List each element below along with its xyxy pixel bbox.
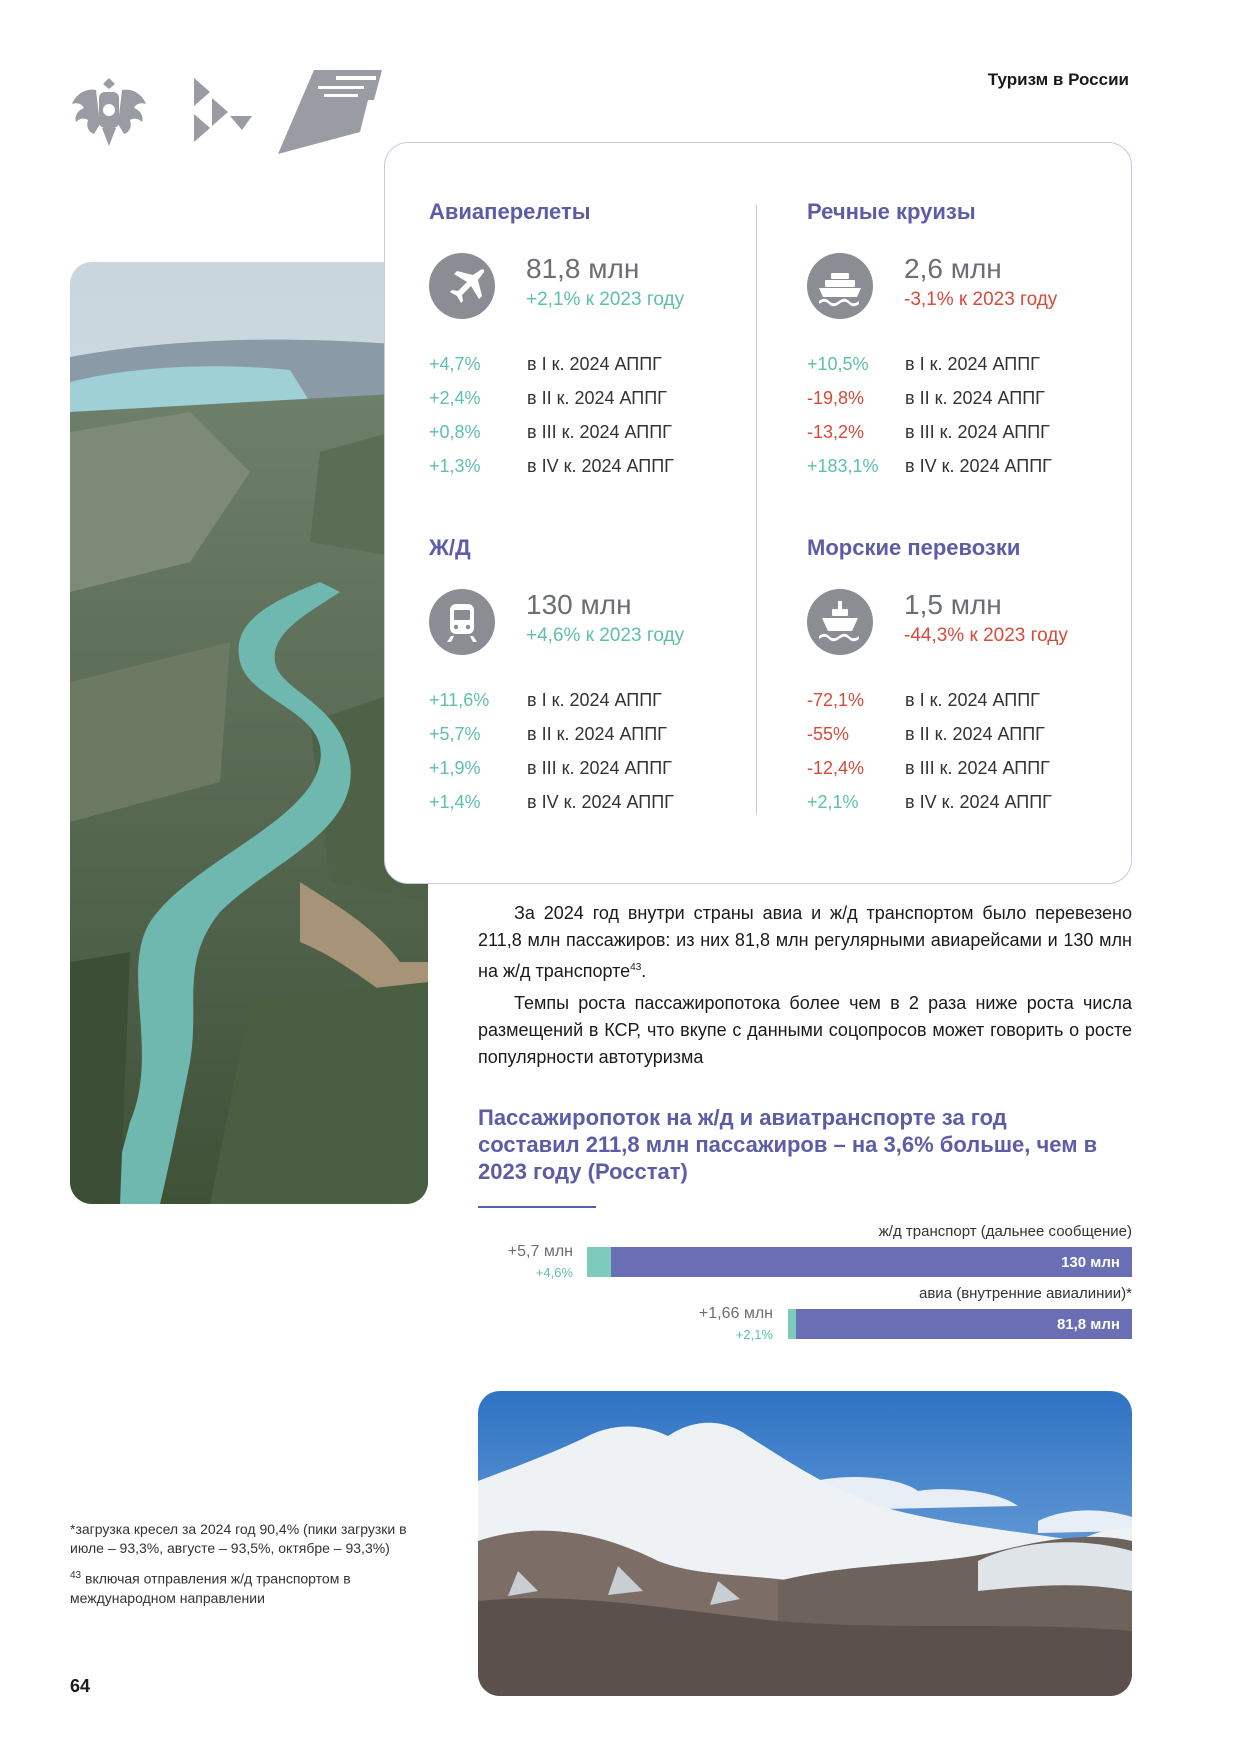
quarter-pct: +1,9% <box>429 758 481 778</box>
delta-value: +5,7 млн <box>507 1243 573 1260</box>
quarter-label: в IV к. 2024 АППГ <box>905 792 1052 812</box>
quarter-label: в IV к. 2024 АППГ <box>905 456 1052 476</box>
bar-base <box>611 1247 1132 1277</box>
quarter-label: в I к. 2024 АППГ <box>905 690 1040 710</box>
footnote-text: включая отправления ж/д транспортом в международном направлении <box>70 1570 351 1606</box>
bar-delta <box>788 1309 796 1339</box>
stat-change: +2,1% к 2023 году <box>526 289 685 310</box>
footnote-43 <box>70 1566 410 1608</box>
quarter-pct: -19,8% <box>807 388 865 408</box>
stat-value: 2,6 млн <box>904 253 1002 284</box>
stat-value: 1,5 млн <box>904 589 1002 620</box>
stat-change: +4,6% к 2023 году <box>526 625 685 646</box>
quarter-label: в I к. 2024 АППГ <box>905 354 1040 374</box>
page-number: 64 <box>70 1676 91 1696</box>
quarter-pct: +183,1% <box>807 456 879 476</box>
quarter-pct: -12,4% <box>807 758 865 778</box>
quarter-label: в I к. 2024 АППГ <box>527 354 662 374</box>
mountain-photo <box>478 1391 1132 1696</box>
bar-base <box>796 1309 1132 1339</box>
body-paragraph-1: За 2024 год внутри страны авиа и ж/д транспортом было перевезено 211,8 млн пассажиров: из них 81,8 млн регулярными авиарейсами и 130 млн на ж/д транспорте$^{43}$. <box>478 903 1132 981</box>
quarter-pct: +1,4% <box>429 792 481 812</box>
quarter-label: в IV к. 2024 АППГ <box>527 792 674 812</box>
bar-total-label: 81,8 млн <box>1056 1315 1120 1333</box>
delta-pct: +4,6% <box>535 1265 573 1280</box>
stat-value: 81,8 млн <box>526 253 640 284</box>
quarter-pct: +4,7% <box>429 354 481 374</box>
quarter-label: в III к. 2024 АППГ <box>905 422 1050 442</box>
footnote-ref: 43 <box>630 962 642 973</box>
delta-value: +1,66 млн <box>698 1305 773 1322</box>
quarter-pct: +5,7% <box>429 724 481 744</box>
page-header-title: Туризм в России <box>987 70 1129 89</box>
quarter-label: в II к. 2024 АППГ <box>905 724 1045 744</box>
footnotes <box>70 1520 410 1616</box>
quarter-pct: -13,2% <box>807 422 865 442</box>
stat-block-title: Авиаперелеты <box>429 199 591 224</box>
footnote-mark: 43 <box>70 1570 82 1581</box>
bar-total-label: 130 млн <box>1061 1253 1120 1271</box>
stat-block-title: Ж/Д <box>429 535 471 560</box>
section-heading: Пассажиропоток на ж/д и авиатранспорте за год составил 211,8 млн пассажиров – на 3,6% больше, чем в 2023 году (Росстат) <box>478 1105 1098 1184</box>
quarter-pct: +11,6% <box>429 690 490 710</box>
quarter-pct: -55% <box>807 724 850 744</box>
stat-block-title: Речные круизы <box>807 199 976 224</box>
stat-block-title: Морские перевозки <box>807 535 1021 560</box>
bar-delta <box>587 1247 611 1277</box>
quarter-pct: +0,8% <box>429 422 481 442</box>
quarter-label: в III к. 2024 АППГ <box>527 758 672 778</box>
quarter-label: в II к. 2024 АППГ <box>527 724 667 744</box>
quarter-label: в IV к. 2024 АППГ <box>527 456 674 476</box>
stat-change: -3,1% к 2023 году <box>904 289 1058 310</box>
quarter-pct: +2,4% <box>429 388 481 408</box>
stat-change: -44,3% к 2023 году <box>904 625 1068 646</box>
quarter-label: в III к. 2024 АППГ <box>527 422 672 442</box>
quarter-label: в I к. 2024 АППГ <box>527 690 662 710</box>
quarter-pct: +1,3% <box>429 456 481 476</box>
category-label: ж/д транспорт (дальнее сообщение) <box>878 1223 1132 1240</box>
quarter-label: в II к. 2024 АППГ <box>527 388 667 408</box>
category-label: авиа (внутренние авиалинии)* <box>919 1285 1132 1302</box>
paragraph-text: За 2024 год внутри страны авиа и ж/д транспортом было перевезено 211,8 млн пассажиров: из них 81,8 млн регулярными авиарейсами и 130 млн на ж/д транспорте <box>478 903 1132 981</box>
footnote-star: *загрузка кресел за 2024 год 90,4% (пики загрузки в июле – 93,3%, августе – 93,5%, октябре – 93,3%) <box>70 1521 407 1556</box>
quarter-pct: +2,1% <box>807 792 859 812</box>
quarter-pct: +10,5% <box>807 354 869 374</box>
delta-pct: +2,1% <box>735 1327 773 1342</box>
stat-value: 130 млн <box>526 589 632 620</box>
quarter-label: в II к. 2024 АППГ <box>905 388 1045 408</box>
paragraph-text: Темпы роста пассажиропотока более чем в 2 раза ниже роста числа размещений в КСР, что вкупе с данными соцопросов может говорить о росте популярности автотуризма <box>478 993 1132 1067</box>
quarter-pct: -72,1% <box>807 690 865 710</box>
quarter-label: в III к. 2024 АППГ <box>905 758 1050 778</box>
